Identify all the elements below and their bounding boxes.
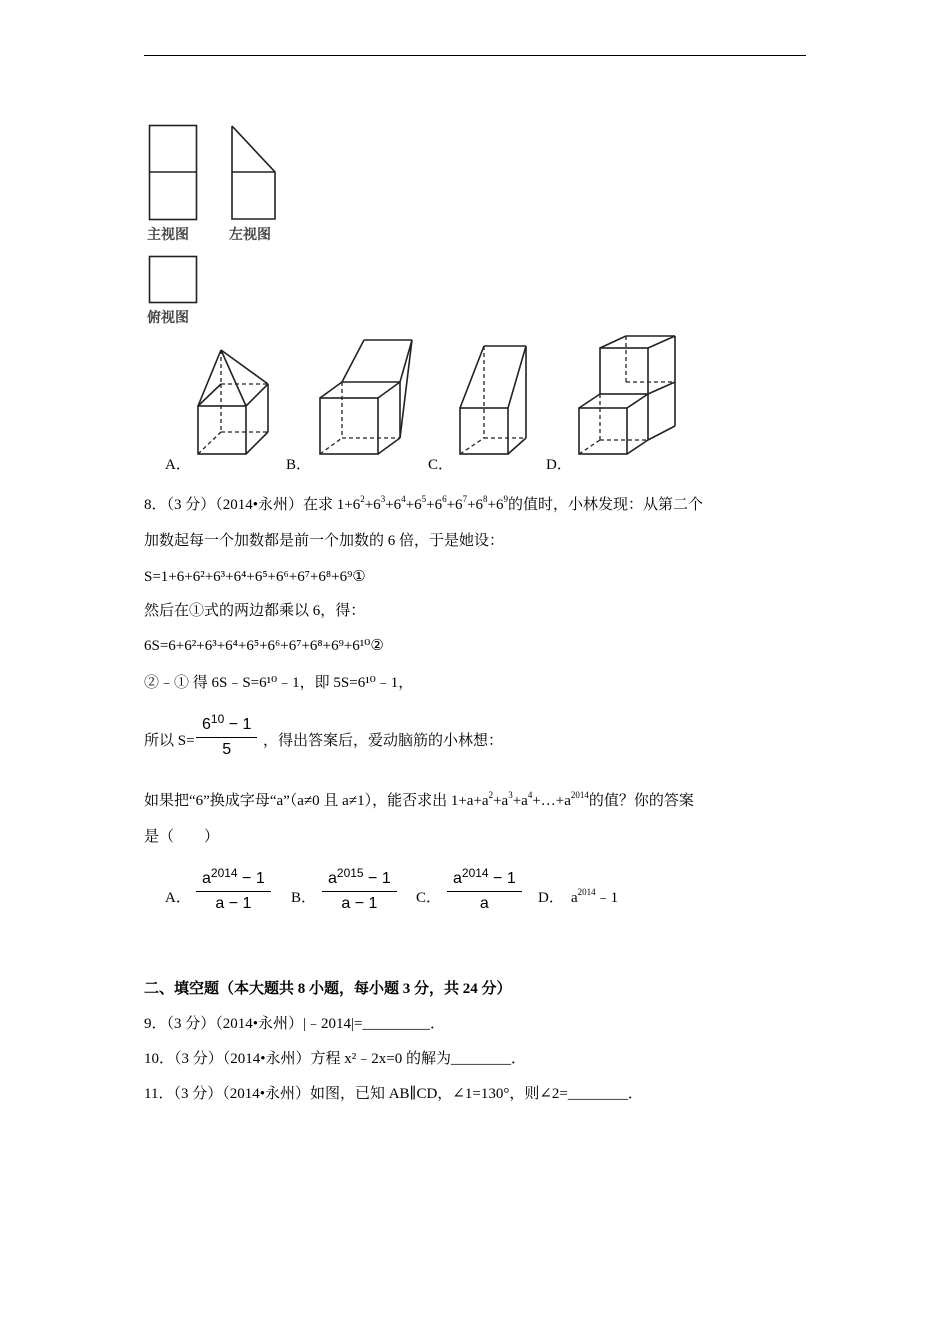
- choice-a-den: a − 1: [215, 895, 252, 912]
- q8-lead-tail: 的值时，小林发现：从第二个: [508, 497, 704, 513]
- solid-option-a-figure: [195, 348, 275, 458]
- solid-option-c-figure: [458, 344, 530, 458]
- header-rule: [144, 55, 806, 56]
- solid-option-d-figure: [578, 334, 678, 458]
- choice-b-label: B．: [291, 890, 317, 906]
- choice-a-num: $a^{2014} - 1$: [196, 870, 271, 892]
- q8-line-1: 8．（3 分）（2014•永州）在求 $1+6^2+6^3+6^4+6^5+6^6+6^7+6^8+6^9$的值时，小林发现：从第二个: [144, 494, 704, 513]
- front-view-figure: [149, 125, 199, 221]
- choice-d-label: D．: [538, 890, 564, 906]
- left-view-figure: [231, 125, 277, 221]
- choice-d-text: $a^{2014}﹣1$: [571, 887, 619, 906]
- solid-option-b-figure: [318, 338, 414, 460]
- q8-eq2: 6S=6+6²+6³+6⁴+6⁵+6⁶+6⁷+6⁸+6⁹+6¹⁰②: [144, 638, 384, 654]
- choice-b-fraction: [322, 866, 397, 913]
- choice-a-label: A．: [165, 890, 191, 906]
- solid-option-b-label: B．: [286, 457, 312, 473]
- solid-option-d-label: D．: [546, 457, 572, 473]
- choice-c-label: C．: [416, 890, 442, 906]
- choice-b-num: $a^{2015} - 1$: [322, 870, 397, 892]
- section2-title: 二、填空题（本大题共 8 小题，每小题 3 分，共 24 分）: [144, 981, 512, 997]
- q8-line-8: 是（ ）: [144, 829, 220, 845]
- choice-b-den: a − 1: [341, 895, 378, 912]
- q8-line-2: 加数起每一个加数都是前一个加数的 6 倍，于是她设：: [144, 533, 505, 549]
- left-view-label: 左视图: [229, 227, 271, 243]
- q8-so-den: 5: [222, 741, 232, 758]
- q8-line-7b: 的值？你的答案: [588, 793, 694, 809]
- q8-line-7: 如果把“6”换成字母“a”（a≠0 且 a≠1），能否求出 $1+a+a^2+a^3+a^4+\dots+a^{2014}$的值？你的答案: [144, 790, 694, 809]
- q8-lead: 8．（3 分）（2014•永州）在求 1+6: [144, 497, 361, 513]
- choice-c-den: a: [479, 895, 489, 912]
- q8-line-7a: 如果把“6”换成字母“a”（a≠0 且 a≠1），能否求出 1+a+a: [144, 793, 489, 809]
- choice-c-fraction: [447, 866, 522, 913]
- q8-so-prefix: 所以 S=: [144, 733, 195, 749]
- q8-so-fraction: [196, 712, 257, 759]
- q9: 9．（3 分）（2014•永州）|﹣2014|=_________．: [144, 1016, 445, 1032]
- choice-c-num: $a^{2014} - 1$: [447, 870, 522, 892]
- solid-option-a-label: A．: [165, 457, 191, 473]
- choice-a-fraction: [196, 866, 271, 913]
- q11: 11．（3 分）（2014•永州）如图，已知 AB∥CD，∠1=130°，则∠2=________．: [144, 1086, 643, 1102]
- q8-eq3: ②﹣① 得 6S﹣S=6¹⁰﹣1，即 5S=6¹⁰﹣1，: [144, 675, 414, 691]
- q8-so-tail: ，得出答案后，爱动脑筋的小林想：: [263, 733, 504, 749]
- q10: 10．（3 分）（2014•永州）方程 x²﹣2x=0 的解为________．: [144, 1051, 526, 1067]
- q8-eq1: S=1+6+6²+6³+6⁴+6⁵+6⁶+6⁷+6⁸+6⁹①: [144, 569, 366, 585]
- solid-option-c-label: C．: [428, 457, 454, 473]
- q8-line-4: 然后在①式的两边都乘以 6，得：: [144, 603, 366, 619]
- top-view-label: 俯视图: [147, 310, 189, 326]
- top-view-figure: [149, 256, 199, 304]
- q8-so-num: $6^{10} - 1$: [196, 716, 257, 738]
- front-view-label: 主视图: [147, 227, 189, 243]
